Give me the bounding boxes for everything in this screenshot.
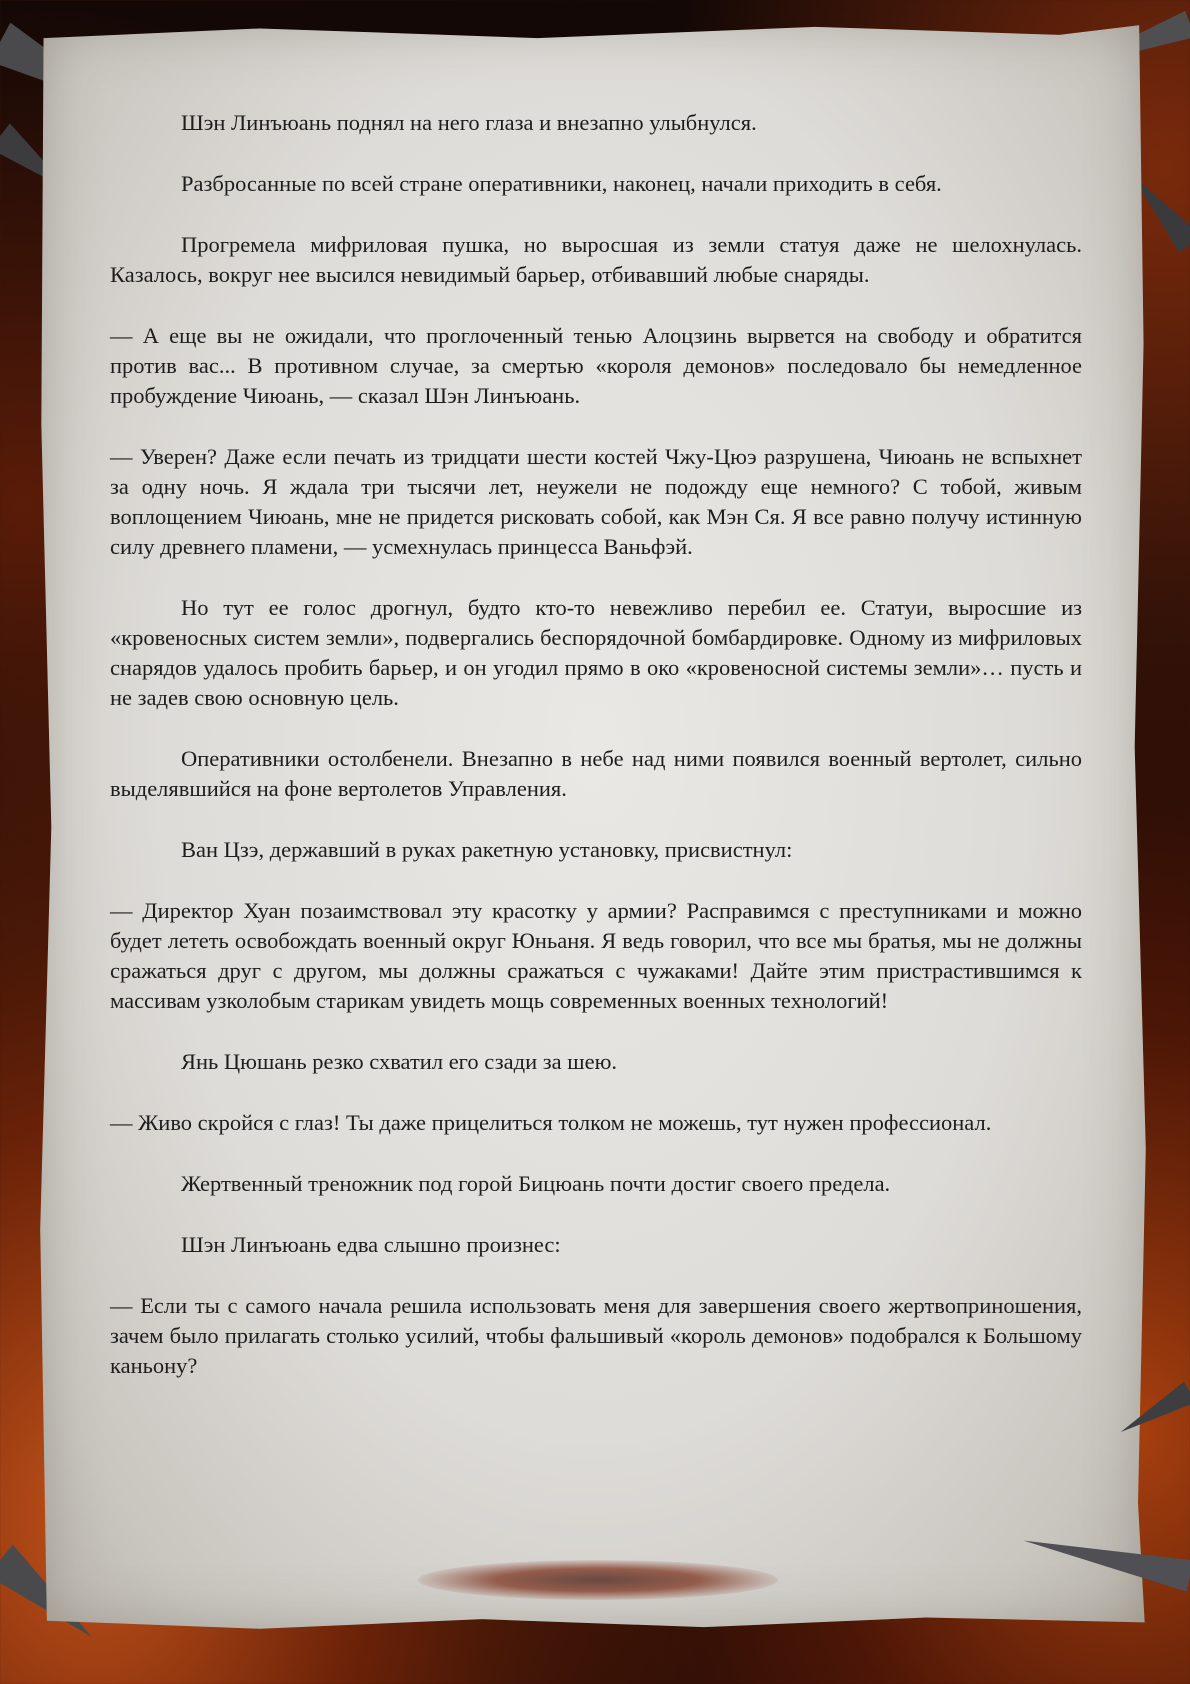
paragraph: Шэн Линъюань поднял на него глаза и внезапно улыбнулся. xyxy=(181,110,757,135)
dialogue-paragraph: — Если ты с самого начала решила использовать меня для завершения своего жертвоприношения, зачем было прилагать столько усилий, чтобы фальшивый «король демонов» подобрался к Большому каньону? xyxy=(110,1293,1082,1378)
paragraph: Разбросанные по всей стране оперативники, наконец, начали приходить в себя. xyxy=(181,171,942,196)
paragraph: Шэн Линъюань едва слышно произнес: xyxy=(181,1232,561,1257)
paragraph: Жертвенный треножник под горой Бицюань почти достиг своего предела. xyxy=(181,1171,891,1196)
paragraph: Прогремела мифриловая пушка, но выросшая из земли статуя даже не шелохнулась. Казалось, вокруг нее высился невидимый барьер, отбивавший любые снаряды. xyxy=(110,232,1082,287)
paragraph: Янь Цюшань резко схватил его сзади за шею. xyxy=(181,1049,618,1074)
dialogue-paragraph: — Директор Хуан позаимствовал эту красотку у армии? Расправимся с преступниками и можно будет лететь освобождать военный округ Юньаня. Я ведь говорил, что все мы братья, мы не должны сражаться друг с другом, мы должны сражаться с чужаками! Дайте этим пристрастившимся к массивам узколобым старикам увидеть мощь современных военных технологий! xyxy=(110,898,1082,1013)
dialogue-paragraph: — Уверен? Даже если печать из тридцати шести костей Чжу-Цюэ разрушена, Чиюань не вспыхнет за одну ночь. Я ждала три тысячи лет, неужели не подожду еще немного? С тобой, живым воплощением Чиюань, мне не придется рисковать собой, как Мэн Ся. Я все равно получу истинную силу древнего пламени, — усмехнулась принцесса Ваньфэй. xyxy=(110,444,1082,559)
dialogue-paragraph: — А еще вы не ожидали, что проглоченный тенью Алоцзинь вырвется на свободу и обратится против вас... В противном случае, за смертью «короля демонов» последовало бы немедленное пробуждение Чиюань, — сказал Шэн Линъюань. xyxy=(110,323,1082,408)
document-body xyxy=(110,108,1082,1412)
paragraph: Оперативники остолбенели. Внезапно в небе над ними появился военный вертолет, сильно выделявшийся на фоне вертолетов Управления. xyxy=(110,746,1082,801)
paragraph: Ван Цзэ, державший в руках ракетную установку, присвистнул: xyxy=(181,837,793,862)
dialogue-paragraph: — Живо скройся с глаз! Ты даже прицелиться толком не можешь, тут нужен профессионал. xyxy=(110,1110,992,1135)
burn-mark xyxy=(418,1560,778,1600)
paragraph: Но тут ее голос дрогнул, будто кто-то невежливо перебил ее. Статуи, выросшие из «кровеносных систем земли», подвергались беспорядочной бомбардировке. Одному из мифриловых снарядов удалось пробить барьер, и он угодил прямо в око «кровеносной системы земли»… пусть и не задев свою основную цель. xyxy=(110,595,1082,710)
